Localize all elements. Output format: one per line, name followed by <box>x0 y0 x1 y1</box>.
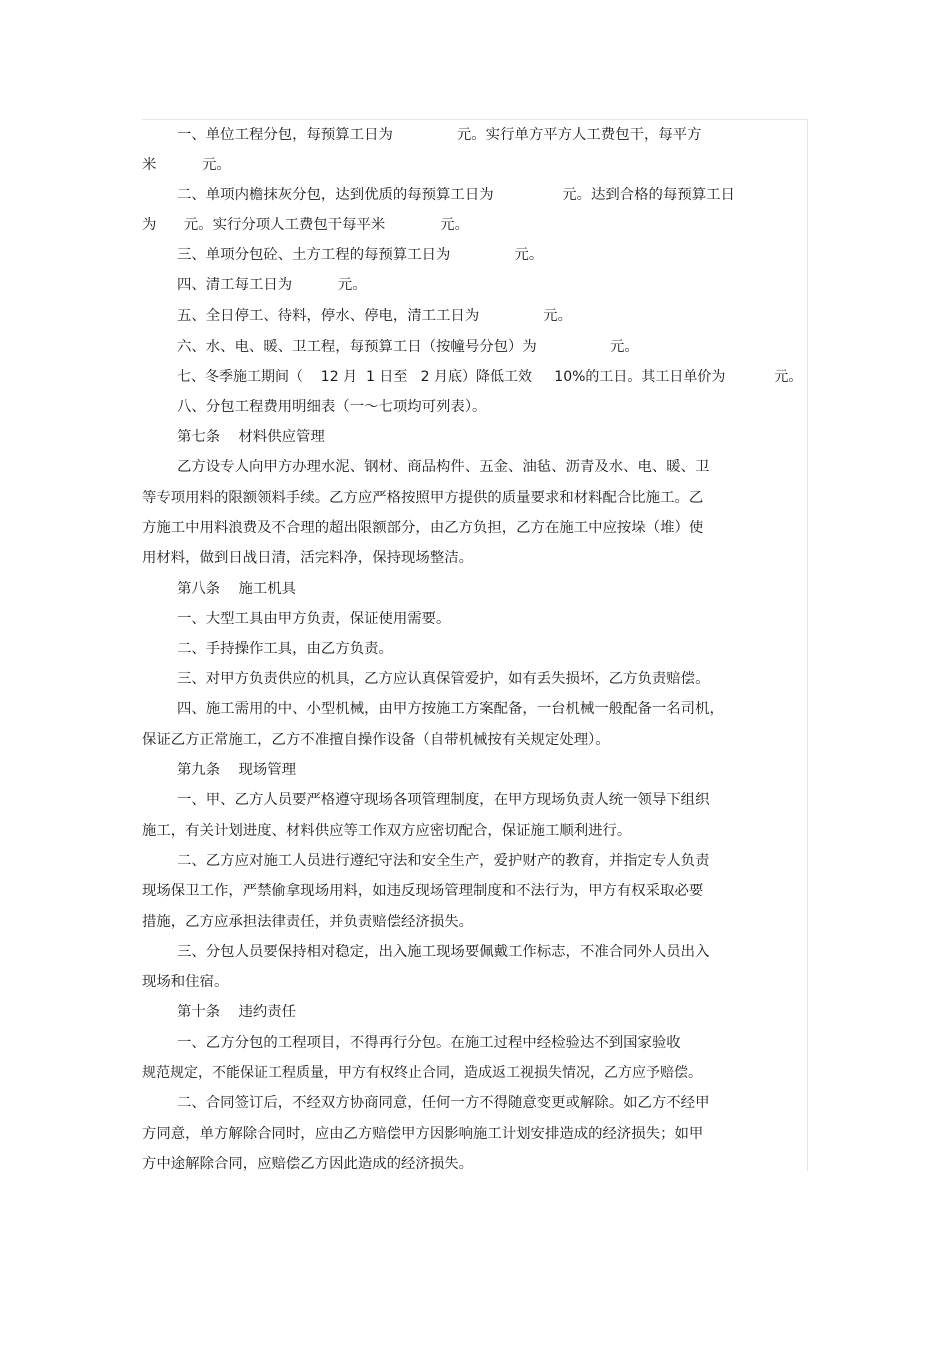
text-line: 方施工中用料浪费及不合理的超出限额部分，由乙方负担，乙方在施工中应按垛（堆）使 <box>142 520 704 536</box>
section-heading: 第八条 施工机具 <box>177 581 297 597</box>
text-line: 一、大型工具由甲方负责，保证使用需要。 <box>177 611 451 627</box>
text-line: 米 元。 <box>142 157 231 173</box>
text-line: 现场保卫工作，严禁偷拿现场用料，如违反现场管理制度和不法行为，甲方有权采取必要 <box>142 883 704 899</box>
text-line: 二、乙方应对施工人员进行遵纪守法和安全生产，爱护财产的教育，并指定专人负责 <box>177 853 710 869</box>
text-line: 乙方设专人向甲方办理水泥、钢材、商品构件、五金、油毡、沥青及水、电、暖、卫 <box>177 459 710 475</box>
text-line: 五、全日停工、待料，停水、停电，清工工日为 元。 <box>177 308 573 324</box>
text-line: 施工，有关计划进度、材料供应等工作双方应密切配合，保证施工顺利进行。 <box>142 823 632 839</box>
text-line: 方同意，单方解除合同时，应由乙方赔偿甲方因影响施工计划安排造成的经济损失；如甲 <box>142 1126 704 1142</box>
text-line: 保证乙方正常施工，乙方不准擅自操作设备（自带机械按有关规定处理）。 <box>142 732 610 748</box>
text-line: 二、单项内檐抹灰分包，达到优质的每预算工日为 元。达到合格的每预算工日 <box>177 187 735 203</box>
text-line: 七、冬季施工期间（ 12 月 1 日至 2 月底）降低工效 10%的工日。其工日单价为 元。 <box>177 369 803 385</box>
text-line: 二、合同签订后，不经双方协商同意，任何一方不得随意变更或解除。如乙方不经甲 <box>177 1095 710 1111</box>
text-line: 现场和住宿。 <box>142 974 229 990</box>
section-heading: 第七条 材料供应管理 <box>177 429 325 445</box>
section-heading: 第九条 现场管理 <box>177 762 297 778</box>
text-line: 二、手持操作工具，由乙方负责。 <box>177 641 393 657</box>
text-line: 为 元。实行分项人工费包干每平米 元。 <box>142 217 469 233</box>
text-line: 八、分包工程费用明细表（一～七项均可列表）。 <box>177 399 487 415</box>
section-heading: 第十条 违约责任 <box>177 1004 297 1020</box>
text-line: 三、分包人员要保持相对稳定，出入施工现场要佩戴工作标志，不准合同外人员出入 <box>177 944 710 960</box>
text-line: 四、清工每工日为 元。 <box>177 277 367 293</box>
text-line: 六、水、电、暖、卫工程，每预算工日（按幢号分包）为 元。 <box>177 339 639 355</box>
text-line: 用材料，做到日战日清，活完料净，保持现场整洁。 <box>142 550 473 566</box>
text-line: 一、乙方分包的工程项目，不得再行分包。在施工过程中经检验达不到国家验收 <box>177 1035 681 1051</box>
text-line: 四、施工需用的中、小型机械，由甲方按施工方案配备，一台机械一般配备一名司机， <box>177 701 724 717</box>
text-line: 三、单项分包砼、土方工程的每预算工日为 元。 <box>177 247 544 263</box>
text-line: 三、对甲方负责供应的机具，乙方应认真保管爱护，如有丢失损坏，乙方负责赔偿。 <box>177 671 710 687</box>
text-line: 规范规定，不能保证工程质量，甲方有权终止合同，造成返工视损失情况，乙方应予赔偿。 <box>142 1065 702 1081</box>
text-line: 一、甲、乙方人员要严格遵守现场各项管理制度，在甲方现场负责人统一领导下组织 <box>177 792 710 808</box>
text-line: 等专项用料的限额领料手续。乙方应严格按照甲方提供的质量要求和材料配合比施工。乙 <box>142 490 704 506</box>
text-line: 一、单位工程分包，每预算工日为 元。实行单方平方人工费包干，每平方 <box>177 127 702 143</box>
text-line: 措施，乙方应承担法律责任，并负责赔偿经济损失。 <box>142 914 473 930</box>
document-page <box>142 119 808 1171</box>
text-line: 方中途解除合同，应赔偿乙方因此造成的经济损失。 <box>142 1156 473 1172</box>
